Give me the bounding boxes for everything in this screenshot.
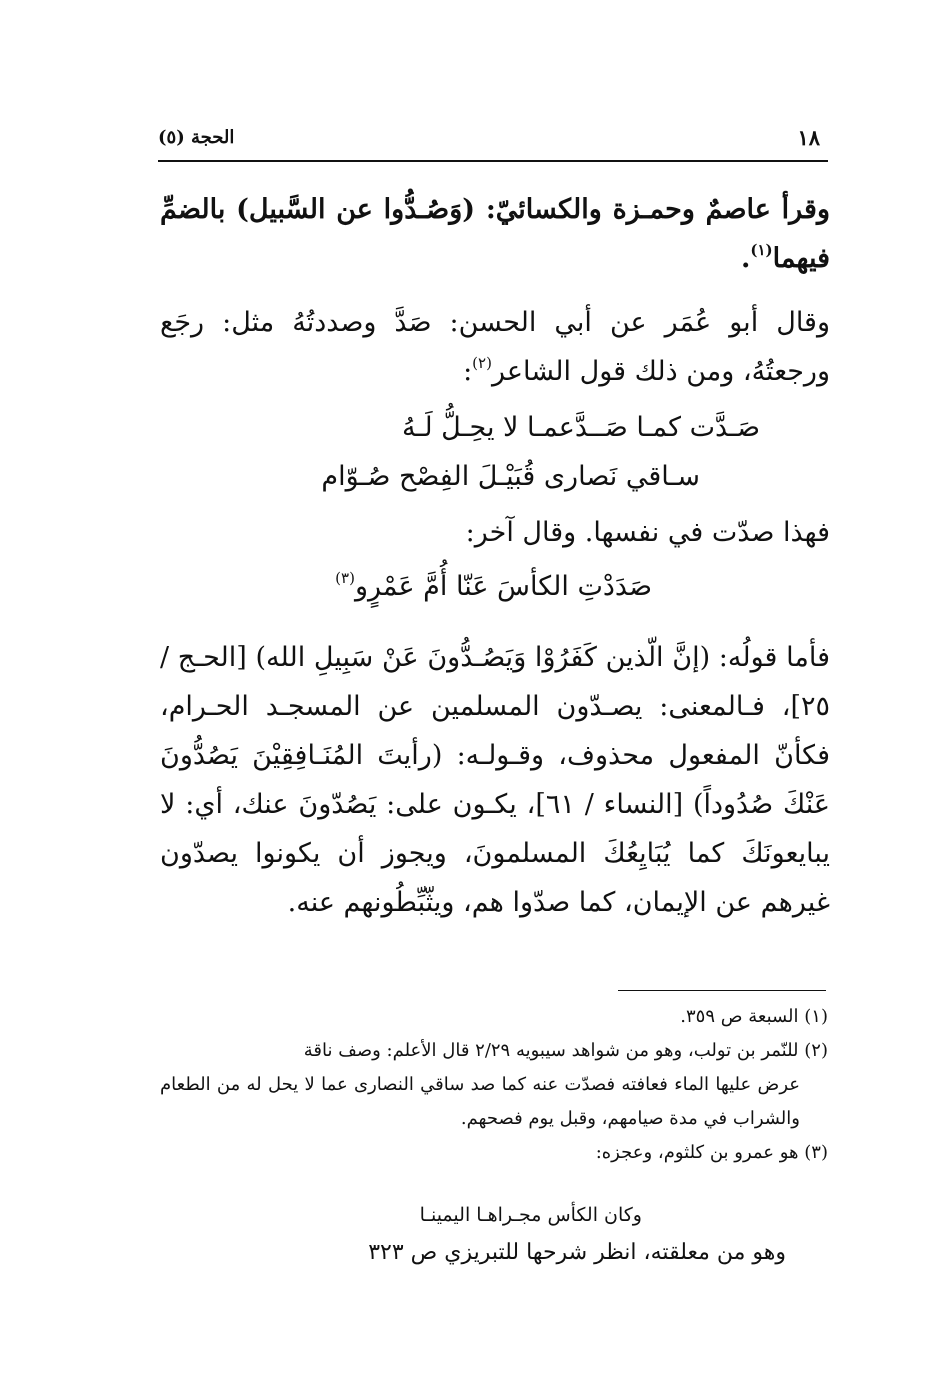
running-title: الحجة (٥) bbox=[158, 127, 235, 148]
header-rule bbox=[158, 160, 828, 162]
footnote-ref-2: (٢) bbox=[472, 354, 492, 372]
footnote-ref-1: (١) bbox=[750, 241, 773, 259]
footnote-3-source: وهو من معلقته، انظر شرحها للتبريزي ص ٣٢٣ bbox=[368, 1240, 786, 1265]
paragraph-2: وقال أبو عُمَر عن أبي الحسن: صَدَّ وصددتُهُ مثل: رجَع ورجعتُهُ، ومن ذلك قول الشاعر$^{(٢)}$: bbox=[160, 307, 830, 387]
paragraph-1: وقرأ عاصمٌ وحمـزة والكسائيّ: (وَصُـدُّوا عن السَّبيل) بالضمِّ فيهما$^{(١)}$. bbox=[160, 194, 830, 274]
footnotes bbox=[160, 1000, 828, 1170]
verse-line-1: صَـدَّت كمـا صَــدَّعمـا لا يحِـلُّ لَـهُ bbox=[401, 412, 760, 443]
verse-line-3-text: صَدَدْتِ الكأسَ عَنّا أُمَّ عَمْرٍو bbox=[354, 571, 652, 602]
footnote-1: (١) السبعة ص ٣٥٩. bbox=[680, 1006, 828, 1027]
page-number: ١٨ bbox=[797, 125, 820, 150]
paragraph-4: فأما قولُه: (إنَّ الّذين كَفَرُوْا وَيَصُـدُّونَ عَنْ سَبِيلِ الله) [الحـج / ٢٥]، فـالمعنى: يصـدّون المسلمين عن المسجـد الحـرام، فكأنّ المفعول محذوف، وقـولـه: (رأيتَ المُنَـافِقِيْنَ يَصُدُّونَ عَنْكَ صُدُوداً) [النساء / ٦١]، يكـون على: يَصُدّونَ عنك، أي: لا يبايعونَكَ كما يُبَايِعُكَ المسلمونَ، ويجوز أن يكونوا يصدّون غيرهم عن الإيمان، كما صدّوا هم، ويثّبِّطُونهم عنه. bbox=[160, 642, 830, 918]
verse-line-3 bbox=[335, 562, 652, 611]
paragraph-1-text: وقرأ عاصمٌ وحمـزة والكسائيّ: (وَصُـدُّوا عن السَّبيل) بالضمِّ فيهما bbox=[160, 194, 830, 274]
page-header bbox=[158, 123, 826, 159]
footnote-3: (٣) هو عمرو بن كلثوم، وعجزه: bbox=[595, 1142, 828, 1163]
footnote-2: (٢) للنّمر بن تولب، وهو من شواهد سيبويه ٢/٢٩ قال الأعلم: وصف ناقة bbox=[303, 1040, 828, 1061]
verse-line-2: سـاقي نَصارى قُبَيْـلَ الفِصْح صُـوّام bbox=[321, 461, 700, 492]
paragraph-3: فهذا صدّت في نفسها. وقال آخر: bbox=[465, 517, 830, 548]
footnote-rule bbox=[618, 990, 826, 991]
paragraph-2-text: وقال أبو عُمَر عن أبي الحسن: صَدَّ وصددتُهُ مثل: رجَع ورجعتُهُ، ومن ذلك قول الشاعر bbox=[160, 307, 830, 387]
footnote-3-verse: وكان الكأس مجـراهـا اليمينـا bbox=[419, 1204, 642, 1226]
footnote-2-continuation: عرض عليها الماء فعافته فصدّت عنه كما صد ساقي النصارى عما لا يحل له من الطعام والشراب في مدة صيامهم، وقبل يوم فصحهم. bbox=[160, 1074, 800, 1129]
footnote-ref-3: (٣) bbox=[335, 569, 355, 587]
